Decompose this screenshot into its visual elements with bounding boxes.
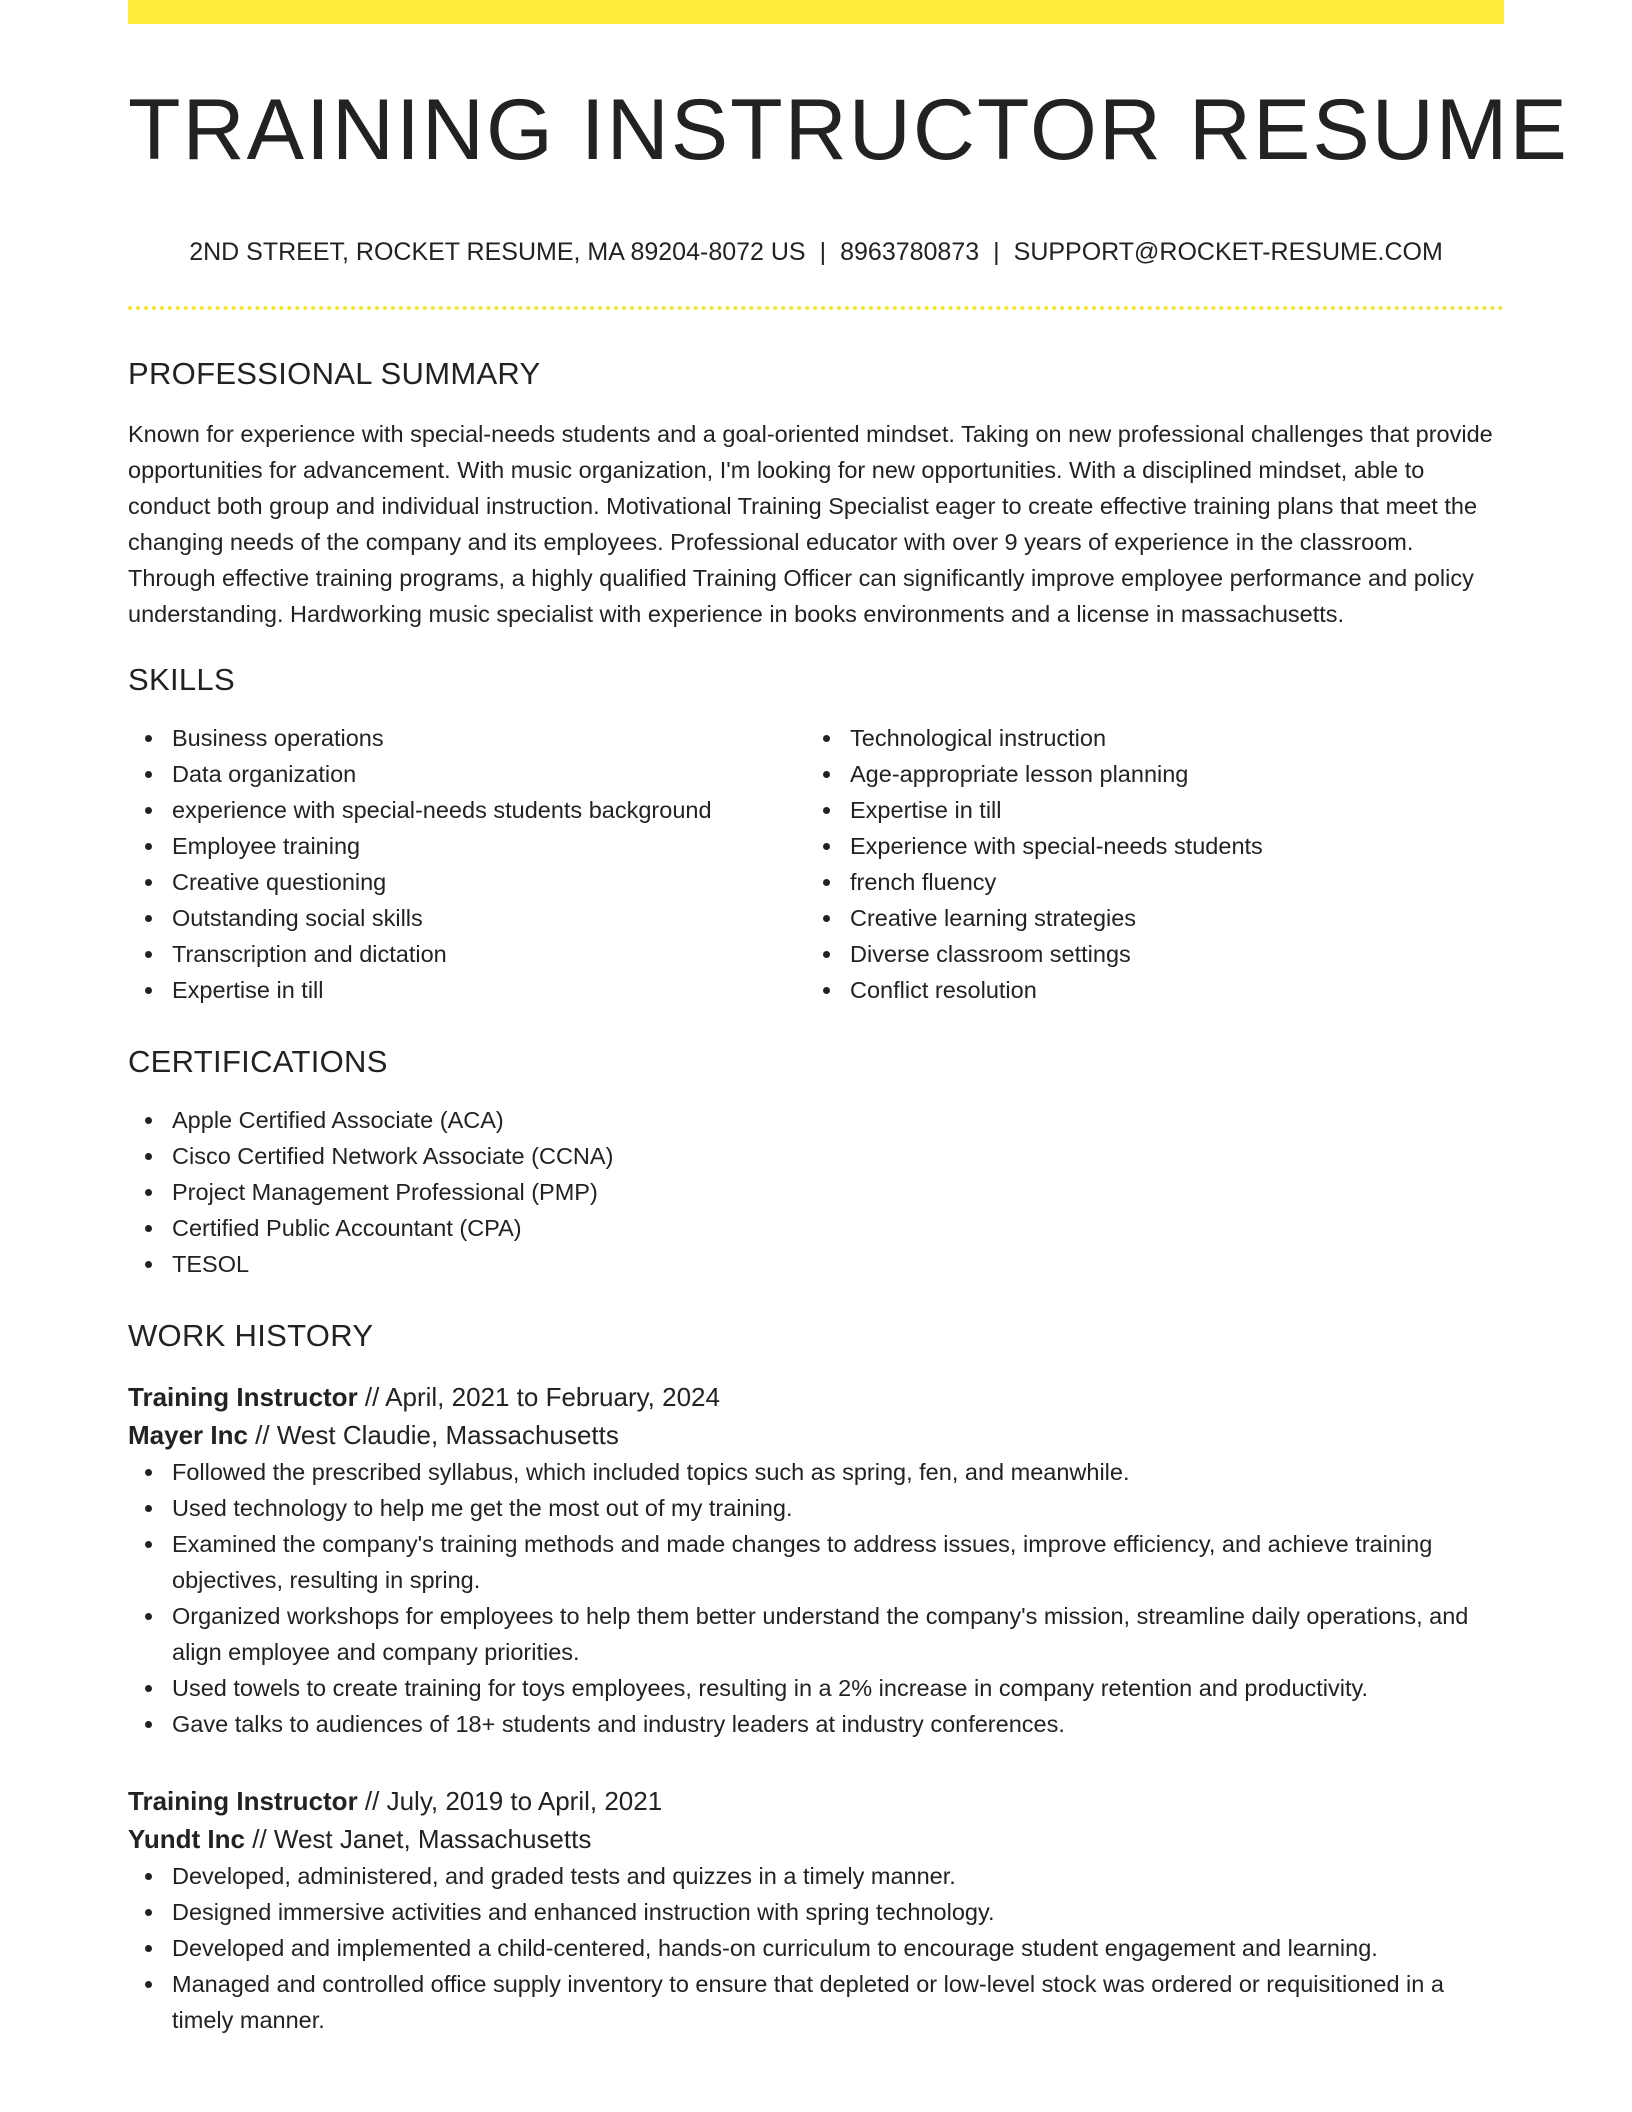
list-item-text: Transcription and dictation (172, 941, 447, 967)
list-item-text: Expertise in till (172, 977, 324, 1003)
list-item-text: Cisco Certified Network Associate (CCNA) (172, 1143, 614, 1169)
list-item-text: Creative questioning (172, 869, 387, 895)
list-item-text: Data organization (172, 761, 357, 787)
contact-phone: 8963780873 (840, 238, 980, 266)
bullet-dot-icon (145, 951, 152, 958)
list-item-text: Experience with special-needs students (850, 833, 1263, 859)
bullet-dot-icon (145, 735, 152, 742)
skills-list-left (128, 720, 806, 1008)
list-item-text: Used towels to create training for toys employees, resulting in a 2% increase in company retention and productivity. (172, 1675, 1369, 1701)
list-item-text: Followed the prescribed syllabus, which included topics such as spring, fen, and meanwhile. (172, 1459, 1130, 1485)
list-item-text: Business operations (172, 725, 384, 751)
list-item-text: Developed and implemented a child-centered, hands-on curriculum to encourage student engagement and learning. (172, 1935, 1378, 1961)
contact-separator: | (819, 238, 827, 266)
list-item-text: Examined the company's training methods and made changes to address issues, improve efficiency, and achieve training objectives, resulting in spring. (172, 1531, 1433, 1593)
list-item (172, 1930, 1504, 1966)
list-item (172, 1598, 1504, 1670)
bullet-dot-icon (145, 843, 152, 850)
bullet-dot-icon (145, 1873, 152, 1880)
list-item (172, 1966, 1504, 2038)
list-item-text: Designed immersive activities and enhanced instruction with spring technology. (172, 1899, 995, 1925)
list-item (850, 792, 1484, 828)
list-item (172, 1174, 1504, 1210)
contact-line (128, 236, 1504, 268)
job-company: Mayer Inc (128, 1420, 248, 1450)
list-item-text: Conflict resolution (850, 977, 1037, 1003)
list-item-text: Creative learning strategies (850, 905, 1137, 931)
job-location: // West Janet, Massachusetts (245, 1824, 592, 1854)
job-title: Training Instructor (128, 1382, 358, 1412)
header-divider (128, 306, 1504, 310)
resume-content (128, 0, 1569, 2038)
bullet-dot-icon (145, 807, 152, 814)
list-item-text: Diverse classroom settings (850, 941, 1131, 967)
bullet-dot-icon (145, 1613, 152, 1620)
list-item (172, 828, 806, 864)
bullet-dot-icon (145, 1153, 152, 1160)
job-bullets (128, 1858, 1504, 2038)
list-item (850, 828, 1484, 864)
skills-list-right (806, 720, 1484, 1008)
bullet-dot-icon (823, 735, 830, 742)
job-entry (128, 1378, 1504, 1742)
bullet-dot-icon (145, 1469, 152, 1476)
bullet-dot-icon (145, 1225, 152, 1232)
list-item-text: experience with special-needs students background (172, 797, 712, 823)
list-item (172, 756, 806, 792)
list-item (172, 900, 806, 936)
list-item (172, 1454, 1504, 1490)
list-item (172, 1858, 1504, 1894)
skills-column-left (128, 720, 806, 1008)
list-item-text: Organized workshops for employees to help them better understand the company's mission, streamline daily operations, and align employee and company priorities. (172, 1603, 1469, 1665)
list-item-text: Expertise in till (850, 797, 1002, 823)
list-item (850, 900, 1484, 936)
contact-email: SUPPORT@ROCKET-RESUME.COM (1013, 238, 1443, 266)
bullet-dot-icon (145, 1541, 152, 1548)
resume-title: TRAINING INSTRUCTOR RESUME (128, 82, 1569, 178)
skills-heading: SKILLS (128, 662, 235, 697)
list-item-text: french fluency (850, 869, 997, 895)
certifications-heading: CERTIFICATIONS (128, 1044, 388, 1079)
skills-grid (128, 720, 1504, 1008)
list-item (850, 972, 1484, 1008)
bullet-dot-icon (145, 1505, 152, 1512)
job-title-line (128, 1378, 1504, 1416)
list-item-text: Gave talks to audiences of 18+ students and industry leaders at industry conferences. (172, 1711, 1065, 1737)
list-item (850, 756, 1484, 792)
list-item (172, 792, 806, 828)
bullet-dot-icon (145, 1117, 152, 1124)
bullet-dot-icon (145, 1945, 152, 1952)
bullet-dot-icon (823, 843, 830, 850)
bullet-dot-icon (823, 951, 830, 958)
list-item (172, 720, 806, 756)
bullet-dot-icon (145, 1981, 152, 1988)
list-item (172, 972, 806, 1008)
job-bullets (128, 1454, 1504, 1742)
list-item (172, 1490, 1504, 1526)
bullet-dot-icon (823, 807, 830, 814)
list-item-text: Project Management Professional (PMP) (172, 1179, 598, 1205)
list-item-text: Used technology to help me get the most out of my training. (172, 1495, 793, 1521)
bullet-dot-icon (145, 879, 152, 886)
job-title-line (128, 1782, 1504, 1820)
bullet-dot-icon (823, 771, 830, 778)
contact-separator: | (993, 238, 1000, 266)
summary-heading: PROFESSIONAL SUMMARY (128, 356, 541, 391)
job-dates: // April, 2021 to February, 2024 (357, 1382, 720, 1412)
list-item-text: Certified Public Accountant (CPA) (172, 1215, 522, 1241)
certifications-list (128, 1102, 1504, 1282)
bullet-dot-icon (823, 915, 830, 922)
list-item (850, 864, 1484, 900)
bullet-dot-icon (823, 879, 830, 886)
list-item (172, 1526, 1504, 1598)
list-item (172, 864, 806, 900)
bullet-dot-icon (145, 1909, 152, 1916)
list-item (172, 1706, 1504, 1742)
summary-text: Known for experience with special-needs students and a goal-oriented mindset. Taking on new professional challenges that provide opportunities for advancement. With music organization, I'm looking for new opportunities. With a disciplined mindset, able to conduct both group and individual instruction. Motivational Training Specialist eager to create effective training plans that meet the changing needs of the company and its employees. Professional educator with over 9 years of experience in the classroom. Through effective training programs, a highly qualified Training Officer can significantly improve employee performance and policy understanding. Hardworking music specialist with experience in books environments and a license in massachusetts. (128, 421, 1493, 627)
job-company-line (128, 1416, 1504, 1454)
bullet-dot-icon (145, 915, 152, 922)
job-company-line (128, 1820, 1504, 1858)
list-item-text: Apple Certified Associate (ACA) (172, 1107, 504, 1133)
bullet-dot-icon (145, 1685, 152, 1692)
list-item (850, 720, 1484, 756)
list-item (172, 1138, 1504, 1174)
contact-address: 2ND STREET, ROCKET RESUME, MA 89204-8072 US (189, 238, 806, 266)
bullet-dot-icon (145, 771, 152, 778)
certifications-list-wrapper (128, 1102, 1504, 1282)
list-item-text: Employee training (172, 833, 361, 859)
work-history-list (128, 1378, 1504, 2038)
job-title: Training Instructor (128, 1786, 358, 1816)
job-dates: // July, 2019 to April, 2021 (357, 1786, 663, 1816)
list-item-text: Managed and controlled office supply inventory to ensure that depleted or low-level stock was ordered or requisitioned in a timely manner. (172, 1971, 1444, 2033)
bullet-dot-icon (145, 1721, 152, 1728)
list-item (172, 1246, 1504, 1282)
skills-column-right (806, 720, 1484, 1008)
bullet-dot-icon (145, 1189, 152, 1196)
job-entry (128, 1782, 1504, 2038)
job-company: Yundt Inc (128, 1824, 245, 1854)
list-item (172, 1210, 1504, 1246)
list-item-text: Technological instruction (850, 725, 1107, 751)
list-item (172, 1102, 1504, 1138)
list-item-text: Outstanding social skills (172, 905, 423, 931)
list-item-text: Developed, administered, and graded tests and quizzes in a timely manner. (172, 1863, 956, 1889)
list-item-text: TESOL (172, 1251, 250, 1277)
work-history-heading: WORK HISTORY (128, 1318, 374, 1353)
bullet-dot-icon (823, 987, 830, 994)
list-item (172, 1670, 1504, 1706)
list-item (850, 936, 1484, 972)
list-item (172, 936, 806, 972)
list-item (172, 1894, 1504, 1930)
list-item-text: Age-appropriate lesson planning (850, 761, 1189, 787)
bullet-dot-icon (145, 1261, 152, 1268)
job-location: // West Claudie, Massachusetts (247, 1420, 619, 1450)
bullet-dot-icon (145, 987, 152, 994)
